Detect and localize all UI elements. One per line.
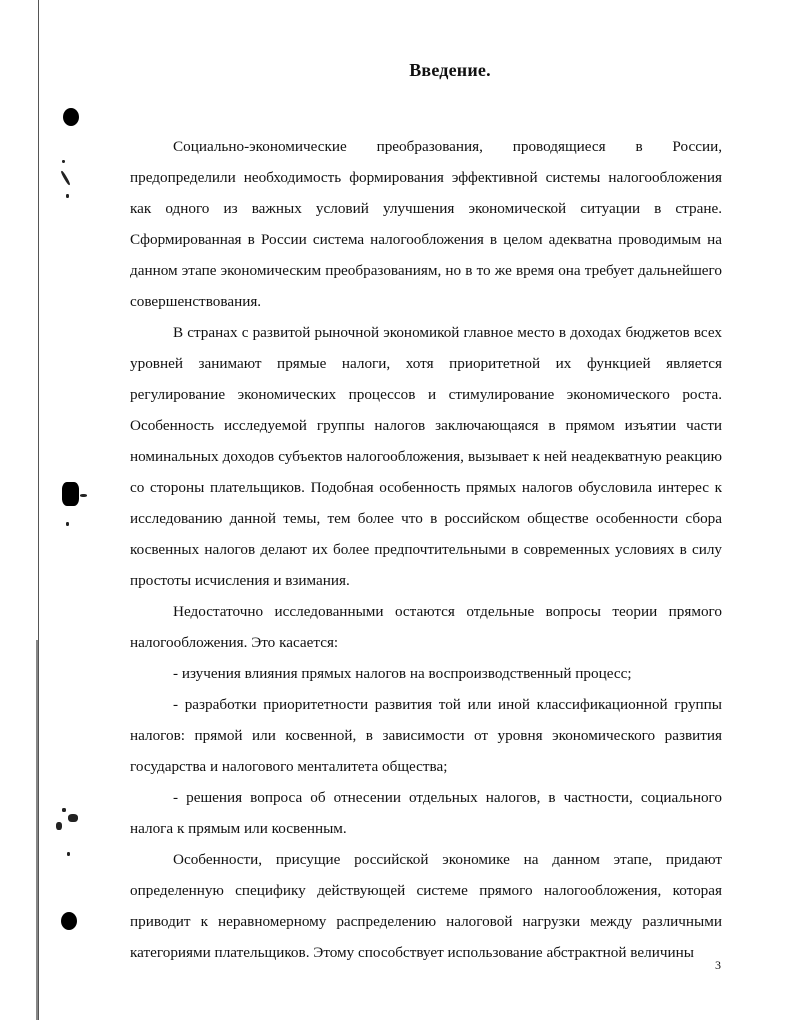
binding-shadow xyxy=(36,640,38,1020)
paragraph: В странах с развитой рыночной экономикой главное место в доходах бюджетов всех уровней занимают прямые налоги, хотя приоритетной их функцией является регулирование экономических процессов и стимулирование экономического роста. Особенность исследуемой группы налогов заключающаяся в прямом изъятии части номинальных доходов субъектов налогообложения, вызывает к ней неадекватную реакцию со стороны плательщиков. Подобная особенность прямых налогов обусловила интерес к исследованию данной темы, тем более что в российском обществе особенности сбора косвенных налогов делают их более предпочтительными в современных условиях в силу простоты исчисления и взимания. xyxy=(130,324,722,589)
scan-speck xyxy=(56,822,62,830)
list-item: - изучения влияния прямых налогов на воспроизводственный процесс; xyxy=(173,665,632,682)
binding-line xyxy=(38,0,39,1020)
page-number: 3 xyxy=(715,958,721,972)
punch-hole-bottom xyxy=(61,912,77,930)
scan-speck xyxy=(62,808,66,812)
list-item: - решения вопроса об отнесении отдельных налогов, в частности, социального налога к прямым или косвенным. xyxy=(130,789,722,837)
scan-speck xyxy=(67,852,70,856)
scan-speck xyxy=(80,494,87,497)
list-item: - разработки приоритетности развития той или иной классификационной группы налогов: прямой или косвенной, в зависимости от уровня экономического развития государства и налогового менталитета общества; xyxy=(130,696,722,775)
page-title: Введение. xyxy=(409,60,491,80)
scan-speck xyxy=(68,814,78,822)
scan-speck xyxy=(60,170,71,185)
punch-hole-top xyxy=(63,108,79,126)
paragraph: Особенности, присущие российской экономике на данном этапе, придают определенную специфику действующей системе прямого налогообложения, которая приводит к неравномерному распределению налоговой нагрузки между различными категориями плательщиков. Этому способствует использование абстрактной величины xyxy=(130,851,722,961)
paragraph: Социально-экономические преобразования, проводящиеся в России, предопределили необходимость формирования эффективной системы налогообложения как одного из важных условий улучшения экономической ситуации в стране. Сформированная в России система налогообложения в целом адекватна проводимым на данном этапе экономическим преобразованиям, но в то же время она требует дальнейшего совершенствования. xyxy=(130,138,722,310)
document-body xyxy=(130,131,722,968)
scan-speck xyxy=(66,194,69,198)
paragraph: Недостаточно исследованными остаются отдельные вопросы теории прямого налогообложения. Это касается: xyxy=(130,603,722,651)
scan-speck xyxy=(66,522,69,526)
scan-speck xyxy=(62,160,65,163)
punch-hole-middle xyxy=(62,482,79,506)
